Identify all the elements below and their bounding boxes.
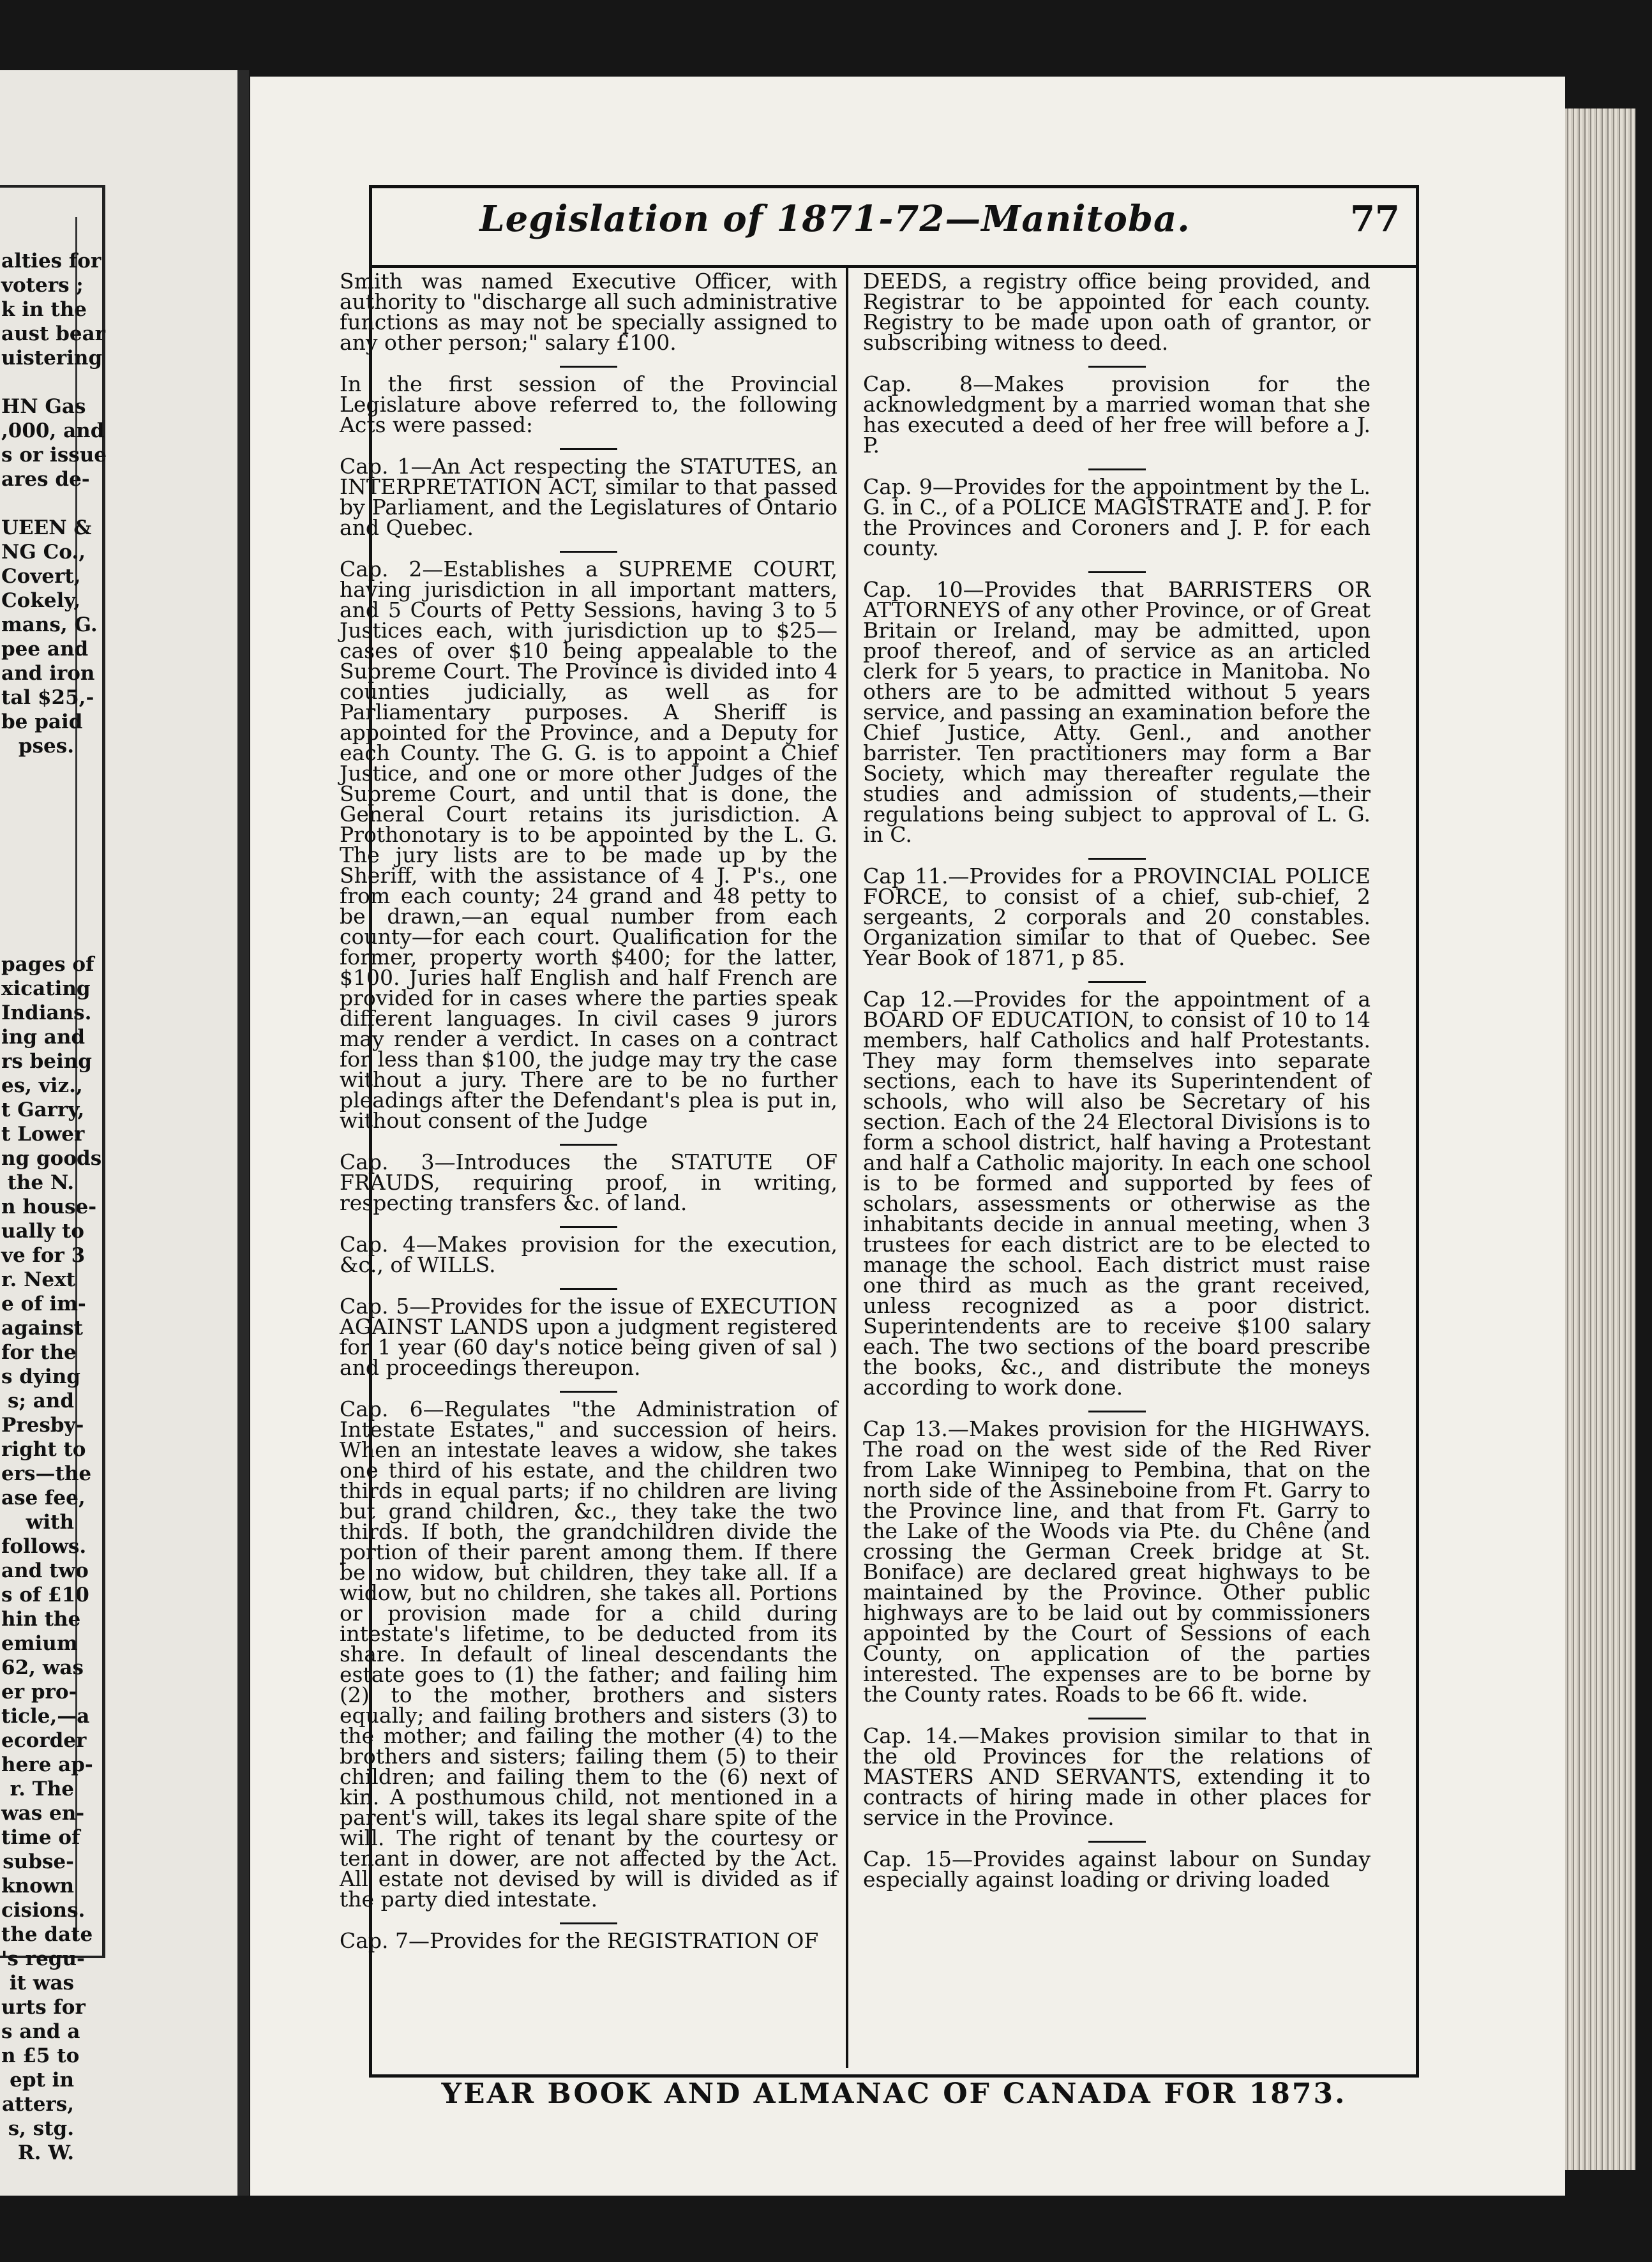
facing-page-line: t Garry, — [1, 1098, 85, 1121]
paragraph: Smith was named Executive Officer, with authority to "discharge all such administrative functions as may not be specially assigned to any other person;" salary £100. — [340, 269, 837, 355]
paragraph: Cap. 14.—Makes provision similar to that in the old Provinces for the relations of MASTERS AND SERVANTS, extending it to contracts of hiring made in other places for service in the Province. — [863, 1723, 1370, 1830]
paragraph: Cap 11.—Provides for a PROVINCIAL POLICE FORCE, to consist of a chief, sub-chief, 2 sergeants, 2 corporals and 20 constables. Organization similar to that of Quebec. See Year Book of 1871, p 85. — [863, 864, 1370, 970]
facing-page-line — [1, 807, 74, 831]
facing-page-line: er pro- — [1, 1681, 77, 1704]
facing-page-line: r. Next — [1, 1268, 75, 1291]
paragraph: Cap. 1—An Act respecting the STATUTES, an INTERPRETATION ACT, similar to that passed by Parliament, and the Legislatures of Ontario and Quebec. — [340, 454, 837, 540]
facing-page-line — [1, 491, 74, 516]
paragraph: Cap. 5—Provides for the issue of EXECUTION AGAINST LANDS upon a judgment registered for 1 year (60 day's notice being given of sal ) and proceedings thereupon. — [340, 1294, 837, 1380]
facing-page-line — [1, 758, 74, 783]
facing-page-line: pages of — [1, 953, 94, 976]
right-column — [863, 271, 1370, 2065]
paragraph: DEEDS, a registry office being provided, and Registrar to be appointed for each county. Registry to be made upon oath of grantor, or subscribing witness to deed. — [863, 269, 1370, 355]
section-rule — [560, 1391, 617, 1393]
facing-page-line: rs being — [1, 1050, 92, 1073]
facing-page-line: pee and — [1, 638, 89, 661]
paragraph: Cap 12.—Provides for the appointment of a BOARD OF EDUCATION, to consist of 10 to 14 members, half Catholics and half Protestants. They may form themselves into separate sections, each to have its Superintendent of schools, who will also be Secretary of his section. Each of the 24 Electoral Divisions is to form a school district, half having a Protestant and half a Catholic majority. In each one school is to be formed and supported by fees of scholars, assessments or otherwise as the inhabitants decide in annual meeting, when 3 trustees for each district are to be elected to manage the school. Each district must raise one third as much as the grant received, unless recognized as a poor district. Superintendents are to receive $100 salary each. The two sections of the board prescribe the books, &c., and distribute the moneys according to work done. — [863, 987, 1370, 1400]
section-rule — [1088, 571, 1146, 573]
facing-page-line: be paid — [1, 710, 83, 733]
paragraph: In the first session of the Provincial Legislature above referred to, the following Acts were passed: — [340, 371, 837, 437]
facing-page-line: it was — [9, 1972, 74, 1995]
facing-page-line: e of im- — [1, 1292, 86, 1315]
page-footer: YEAR BOOK AND ALMANAC OF CANADA FOR 1873. — [441, 2078, 1347, 2110]
facing-page-line — [1, 904, 74, 928]
facing-page-line: subse- — [3, 1850, 74, 1873]
facing-page-line: s or issue — [1, 444, 107, 467]
facing-page-line: UEEN & — [1, 516, 92, 539]
facing-page-line: right to — [1, 1438, 86, 1461]
facing-page-line: ,000, and — [1, 419, 105, 442]
facing-page-line: ve for 3 — [1, 1244, 86, 1267]
section-rule — [1088, 858, 1146, 860]
facing-page-line: k in the — [1, 298, 87, 321]
facing-page-line: urts for — [1, 1996, 86, 2019]
facing-page-line: cisions. — [1, 1899, 86, 1922]
facing-page-line: alties for — [1, 250, 101, 273]
facing-page-line: emium — [1, 1632, 78, 1655]
facing-page-text-fragments — [1, 249, 107, 2165]
section-rule — [560, 551, 617, 553]
facing-page-line: hin the — [1, 1608, 81, 1631]
facing-page-line — [1, 370, 74, 394]
facing-page-line: voters ; — [1, 274, 84, 297]
facing-page-line: time of — [1, 1826, 80, 1849]
section-rule — [560, 1226, 617, 1228]
section-rule — [1088, 468, 1146, 470]
facing-page-line: NG Co., — [1, 541, 86, 564]
facing-page-line: known — [1, 1875, 74, 1898]
facing-page-line: and iron — [1, 662, 95, 685]
left-column — [340, 271, 837, 2065]
facing-page-line: ecorder — [1, 1729, 87, 1752]
facing-page-line: pses. — [18, 735, 74, 758]
facing-page-line: atters, — [1, 2093, 74, 2116]
section-rule — [560, 448, 617, 450]
facing-page-line: with — [26, 1511, 74, 1534]
facing-page-line: ept in — [10, 2069, 74, 2092]
facing-page-line — [1, 880, 74, 904]
facing-page-line: xicating — [1, 977, 91, 1000]
facing-page-line: ually to — [1, 1220, 84, 1243]
section-rule — [560, 1288, 617, 1290]
paragraph: Cap 13.—Makes provision for the HIGHWAYS. The road on the west side of the Red River from Lake Winnipeg to Pembina, that on the north side of the Assineboine from Ft. Garry to the Province line, and that from Ft. Garry to the Lake of the Woods via Pte. du Chêne (and crossing the German Creek bridge at St. Boniface) are declared great highways to be maintained by the Province. Other public highways are to be laid out by commissioners appointed by the Court of Sessions of each County, on application of the parties interested. The expenses are to be borne by the County rates. Roads to be 66 ft. wide. — [863, 1416, 1370, 1707]
facing-page-line: HN Gas — [1, 395, 86, 418]
page-title: Legislation of 1871-72—Manitoba. — [479, 198, 1190, 240]
paragraph: Cap. 2—Establishes a SUPREME COURT, having jurisdiction in all important matters, and 5 Courts of Petty Sessions, having 3 to 5 Justices each, with jurisdiction up to $25—cases of over $10 being appealable to the Supreme Court. The Province is divided into 4 counties judicially, as well as for Parliamentary purposes. A Sheriff is appointed for the Province, and a Deputy for each County. The G. G. is to appoint a Chief Justice, and one or more other Judges of the Supreme Court, and until that is done, the General Court retains its jurisdiction. A Prothonotary is to be appointed by the L. G. The jury lists are to be made up by the Sheriff, with the assistance of 4 J. P's., one from each county; 24 grand and 48 petty to be drawn,—an equal number from each county—for each court. Qualification for the former, property worth $400; for the latter, $100. Juries half English and half French are provided for in cases where the parties speak different languages. In civil cases 9 jurors may render a verdict. In cases on a contract for less than $100, the judge may try the case without a jury. There are to be no further pleadings after the Defendant's plea is put in, without consent of the Judge — [340, 557, 837, 1133]
section-rule — [1088, 1718, 1146, 1719]
facing-page-line: was en- — [1, 1802, 85, 1825]
facing-page-line: s, stg. — [8, 2117, 74, 2140]
facing-page-line: ing and — [1, 1026, 86, 1049]
facing-page-line: mans, G. — [1, 613, 98, 636]
column-divider — [846, 268, 848, 2068]
facing-page-line: uistering — [1, 347, 103, 370]
facing-page-line — [1, 783, 74, 807]
paragraph: Cap. 8—Makes provision for the acknowledgment by a married woman that she has executed a deed of her free will before a J. P. — [863, 371, 1370, 458]
facing-page-line: Presby- — [1, 1414, 84, 1437]
facing-page-line: tal $25,- — [1, 686, 94, 709]
paragraph: Cap. 4—Makes provision for the execution, &c., of WILLS. — [340, 1232, 837, 1277]
paragraph: Cap. 7—Provides for the REGISTRATION OF — [340, 1928, 819, 1953]
facing-page-line: 62, was — [1, 1656, 84, 1679]
facing-page-line: s of £10 — [1, 1584, 89, 1607]
book-gutter — [237, 70, 249, 2196]
facing-page-line: ase fee, — [1, 1487, 86, 1509]
page-number: 77 — [1350, 198, 1400, 240]
facing-page-line: r. The — [10, 1778, 74, 1801]
facing-page-line: the date — [1, 1923, 93, 1946]
facing-page-line: and two — [1, 1559, 89, 1582]
facing-page-line: for the — [1, 1341, 77, 1364]
facing-page-line: s; and — [8, 1389, 74, 1412]
paragraph: Cap. 3—Introduces the STATUTE OF FRAUDS, requiring proof, in writing, respecting transfers &c. of land. — [340, 1150, 837, 1215]
facing-page-line: s and a — [1, 2020, 80, 2043]
facing-page-line: the N. — [7, 1171, 74, 1194]
facing-page-line: R. W. — [17, 2141, 74, 2164]
facing-page-line: s dying — [1, 1365, 80, 1388]
facing-page-line: ares de- — [1, 468, 90, 491]
facing-page-line — [1, 831, 74, 855]
facing-page-line — [1, 855, 74, 880]
page-edges — [1565, 109, 1635, 2170]
facing-page-line: 's regu- — [1, 1947, 85, 1970]
section-rule — [560, 1922, 617, 1924]
section-rule — [560, 366, 617, 368]
facing-page-line: n house- — [1, 1195, 97, 1218]
section-rule — [1088, 1841, 1146, 1843]
facing-page-line: here ap- — [1, 1753, 93, 1776]
facing-page-line — [1, 928, 74, 952]
running-header — [369, 191, 1419, 268]
section-rule — [1088, 1411, 1146, 1412]
facing-page-line: es, viz., — [1, 1074, 83, 1097]
section-rule — [560, 1144, 617, 1146]
paragraph: Cap. 9—Provides for the appointment by the L. G. in C., of a POLICE MAGISTRATE and J. P. for the Provinces and Coroners and J. P. for each county. — [863, 474, 1370, 560]
facing-page-line: Indians. — [1, 1001, 92, 1024]
facing-page — [0, 70, 237, 2196]
facing-page-line: follows. — [1, 1535, 87, 1558]
paragraph: Cap. 15—Provides against labour on Sunday especially against loading or driving loaded — [863, 1846, 1370, 1892]
facing-page-line: t Lower — [1, 1123, 85, 1146]
facing-page-line: aust bear — [1, 322, 106, 345]
section-rule — [1088, 366, 1146, 368]
section-rule — [1088, 981, 1146, 983]
facing-page-line: n £5 to — [1, 2044, 80, 2067]
facing-page-line: ers—the — [1, 1462, 92, 1485]
facing-page-line: against — [1, 1317, 83, 1340]
facing-page-line: Covert, — [1, 565, 81, 588]
facing-page-line: ticle,—a — [1, 1705, 90, 1728]
facing-page-line: Cokely, — [1, 589, 81, 612]
paragraph: Cap. 6—Regulates "the Administration of Intestate Estates," and succession of heirs. When an intestate leaves a widow, she takes one third of his estate, and the children two thirds in equal parts; if no children are living but grand children, &c., they take the two thirds. If both, the grandchildren divide the portion of their parent among them. If there be no widow, but children, they take all. If a widow, but no children, she takes all. Portions or provision made for a child during intestate's lifetime, to be deducted from its share. In default of lineal descendants the estate goes to (1) the father; and failing him (2) to the mother, brothers and sisters equally; and failing brothers and sisters (3) to the mother; and failing the mother (4) to the brothers and sisters; failing them (5) to their children; and failing them to the (6) next of kin. A posthumous child, not mentioned in a parent's will, takes its legal share spite of the will. The right of tenant by the courtesy or tenant in dower, are not affected by the Act. All estate not devised by will is divided as if the party died intestate. — [340, 1397, 837, 1912]
paragraph: Cap. 10—Provides that BARRISTERS OR ATTORNEYS of any other Province, or of Great Britain or Ireland, may be admitted, upon proof thereof, and of service as an articled clerk for 5 years, to practice in Manitoba. No others are to be admitted without 5 years service, and passing an examination before the Chief Justice, Atty. Genl., and another barrister. Ten practitioners may form a Bar Society, which may thereafter regulate the studies and admission of students,—their regulations being subject to approval of L. G. in C. — [863, 577, 1370, 847]
facing-page-line: ng goods — [1, 1147, 102, 1170]
